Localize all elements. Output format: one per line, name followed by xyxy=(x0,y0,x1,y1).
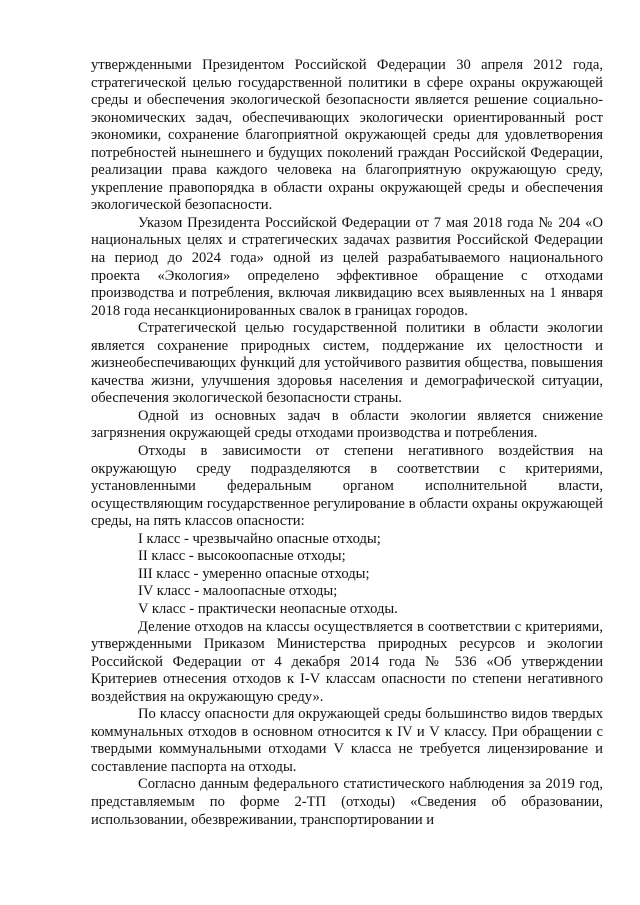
text-line: степени негативного воздействия на окружающую среду». xyxy=(91,671,603,705)
text-line: за 2019 год, представляемым по форме 2-ТП (отходы) «Сведения об xyxy=(91,776,603,810)
text-line: окружающую среду подразделяются в соответствии с критериями, xyxy=(91,460,603,477)
paragraph-p2 xyxy=(91,215,603,320)
text-line: национального проекта «Экология» определено эффективное обращение с xyxy=(91,250,603,284)
hazard-class-item: IV класс - малоопасные отходы; xyxy=(138,583,338,600)
hazard-class-item: III класс - умеренно опасные отходы; xyxy=(138,565,370,582)
text-line: повышения качества жизни, улучшения здоровья населения и xyxy=(91,355,603,389)
text-line: стратегической целью государственной политики в сфере охраны xyxy=(91,74,516,91)
text-line: Одной из основных задач в области экологии является снижение xyxy=(138,407,603,424)
text-line: установленными федеральным органом исполнительной власти, xyxy=(91,478,603,495)
paragraph-p7 xyxy=(91,706,603,776)
paragraph-p1 xyxy=(91,57,603,215)
text-line: окружающей среды и обеспечения экологической безопасности является xyxy=(91,74,603,109)
text-line: среды для удовлетворения потребностей нынешнего и будущих поколений xyxy=(91,127,603,161)
text-line: демографической ситуации, обеспечения экологической безопасности страны. xyxy=(91,372,603,407)
text-line: окружающей среды, на пять классов опасности: xyxy=(91,495,603,530)
text-line: Согласно данным федерального статистического наблюдения xyxy=(138,776,525,793)
hazard-class-item: V класс - практически неопасные отходы. xyxy=(138,600,398,617)
text-line: твердых коммунальных отходов в основном относится к IV и V классу. При xyxy=(91,706,603,740)
paragraph-p6 xyxy=(91,619,603,707)
text-line: ориентированный рост экономики, сохранение благоприятной окружающей xyxy=(91,109,603,144)
text-line: обращении с твердыми коммунальными отходами V класса не требуется xyxy=(91,723,603,758)
text-line: критериями, утвержденными Приказом Министерства природных ресурсов и xyxy=(91,618,603,653)
text-line: охраны окружающей среды и обеспечения экологической безопасности. xyxy=(91,179,603,214)
text-line: Деление отходов на классы осуществляется в соответствии с xyxy=(138,618,522,635)
text-line: жизнеобеспечивающих функций для устойчивого развития общества, xyxy=(91,355,528,372)
text-line: Отходы в зависимости от степени негативного воздействия на xyxy=(138,443,603,460)
text-line: утверждении Критериев отнесения отходов к I-V классам опасности по xyxy=(91,653,603,688)
text-line: Стратегической целью государственной политики в области экологии xyxy=(138,320,603,337)
text-line: Федерации на период до 2024 года» одной из целей разрабатываемого xyxy=(91,232,603,267)
text-line: утвержденными Президентом Российской Федерации 30 апреля 2012 года, xyxy=(91,57,603,73)
paragraph-p4 xyxy=(91,408,603,443)
hazard-class-item: II класс - высокоопасные отходы; xyxy=(138,548,346,565)
hazard-class-item: I класс - чрезвычайно опасные отходы; xyxy=(138,530,381,547)
text-line: решение социально-экономических задач, обеспечивающих экологически xyxy=(91,92,603,126)
paragraphs-before xyxy=(91,57,603,531)
hazard-class-list xyxy=(91,531,603,619)
text-line: отходами производства и потребления, включая ликвидацию всех выявленных xyxy=(91,267,603,302)
text-line: Указом Президента Российской Федерации от 7 мая 2018 года № 204 xyxy=(138,214,581,231)
paragraph-p8 xyxy=(91,776,603,829)
text-line: является сохранение природных систем, поддержание их целостности и xyxy=(91,337,603,354)
paragraph-p3 xyxy=(91,320,603,408)
paragraphs-after xyxy=(91,619,603,830)
text-line: По классу опасности для окружающей среды большинство видов xyxy=(138,706,548,723)
text-line: граждан Российской Федерации, реализации права каждого человека на xyxy=(91,144,603,179)
text-line: на 1 января 2018 года несанкционированных свалок в границах городов. xyxy=(91,285,604,319)
paragraph-p5 xyxy=(91,443,603,531)
text-line: загрязнения окружающей среды отходами производства и потребления. xyxy=(91,425,538,442)
text-line: образовании, использовании, обезвреживании, транспортировании и xyxy=(91,793,603,828)
text-line: осуществляющим государственное регулирование в области охраны xyxy=(91,495,518,512)
document-page xyxy=(91,57,603,829)
text-line: лицензирование и составление паспорта на отходы. xyxy=(91,741,603,775)
text-line: «О национальных целях и стратегических задачах развития Российской xyxy=(91,214,603,249)
text-line: экологии Российской Федерации от 4 декабря 2014 года № 536 «Об xyxy=(91,636,603,670)
text-line: благоприятную окружающую среду, укрепление правопорядка в области xyxy=(91,162,603,196)
